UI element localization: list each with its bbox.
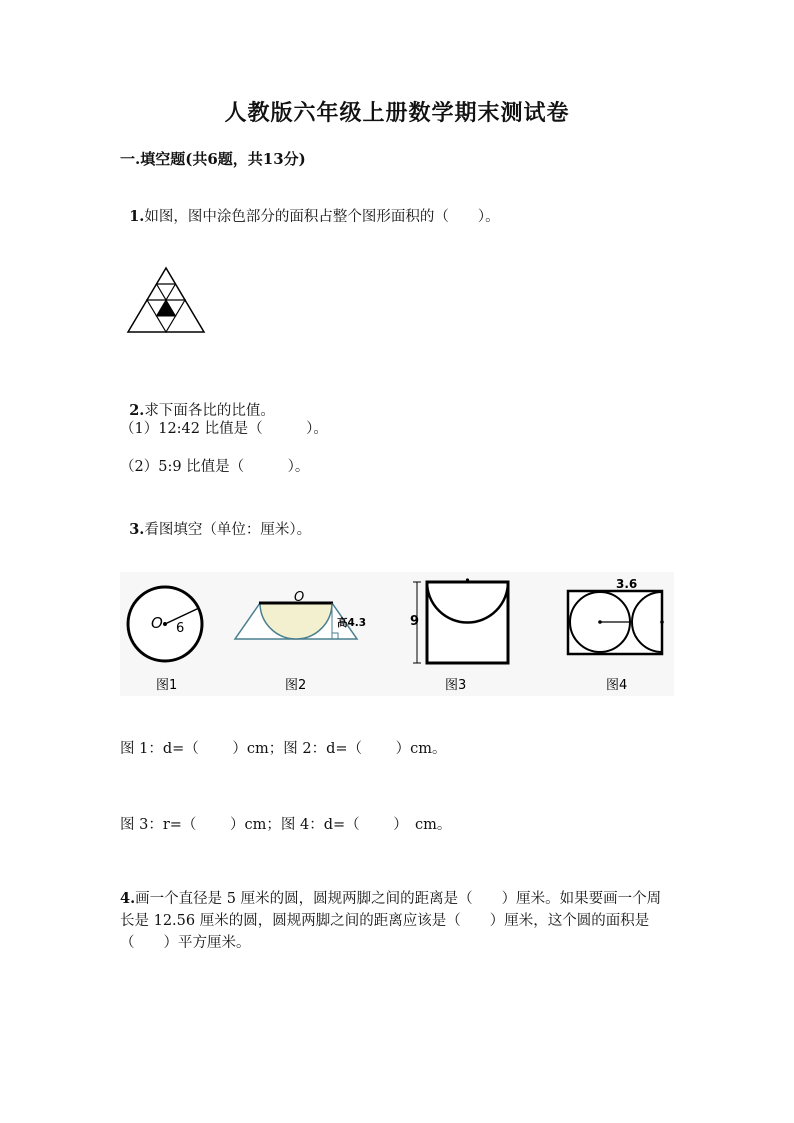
question-4 [120, 888, 665, 954]
upper-right-line [166, 284, 176, 300]
figure-1-o-label: O [151, 614, 163, 632]
page-title: 人教版六年级上册数学期末测试卷 [224, 100, 570, 126]
figure-4-caption: 图4 [606, 678, 628, 693]
question-3-text: 看图填空（单位：厘米）。 [144, 522, 312, 538]
question-3 [120, 497, 311, 541]
question-2-number: 2. [129, 402, 145, 419]
question-4-text: 画一个直径是 5 厘米的圆，圆规两脚之间的距离是（ ）厘米。如果要画一个周长是 12.56 厘米的圆，圆规两脚之间的距离应该是（ ）厘米，这个圆的面积是（ ）平方厘米。 [120, 891, 662, 951]
figure-2-o-label: O [294, 590, 305, 605]
question-2-sub2: （2）5:9 比值是（ ）。 [120, 459, 310, 475]
question-3-line2: 图 3：r=（ ）cm；图 4：d=（ ） cm。 [120, 817, 452, 833]
figure-1-radius-label: 6 [176, 621, 185, 636]
figure-4-edge-point [660, 620, 664, 624]
figure-1-caption: 图1 [156, 678, 178, 693]
section-heading: 一.填空题(共6题，共13分) [120, 150, 306, 168]
figure-3-side-label: 9 [410, 614, 420, 629]
figure-2-caption: 图2 [285, 678, 307, 693]
question-4-number: 4. [120, 890, 136, 907]
question-1-number: 1. [129, 208, 145, 225]
upper-left-line [157, 284, 167, 300]
figure-3-center [466, 578, 469, 581]
question-3-line1: 图 1：d=（ ）cm；图 2：d=（ ）cm。 [120, 741, 447, 757]
question-1-text: 如图，图中涂色部分的面积占整个图形面积的（ ）。 [144, 209, 500, 225]
triangle-figure [124, 264, 210, 336]
figure-4-top-label: 3.6 [616, 577, 638, 591]
circle-figures [120, 572, 674, 696]
question-2-sub1: （1）12:42 比值是（ ）。 [120, 421, 328, 437]
shaded-triangle [157, 300, 176, 316]
question-1 [120, 184, 500, 228]
figure-2-height-label: 高4.3 [337, 617, 367, 629]
figure-3-caption: 图3 [445, 678, 467, 693]
question-2-text: 求下面各比的比值。 [144, 403, 275, 419]
question-3-number: 3. [129, 521, 145, 538]
figure-1 [128, 587, 202, 661]
question-2 [120, 378, 275, 422]
